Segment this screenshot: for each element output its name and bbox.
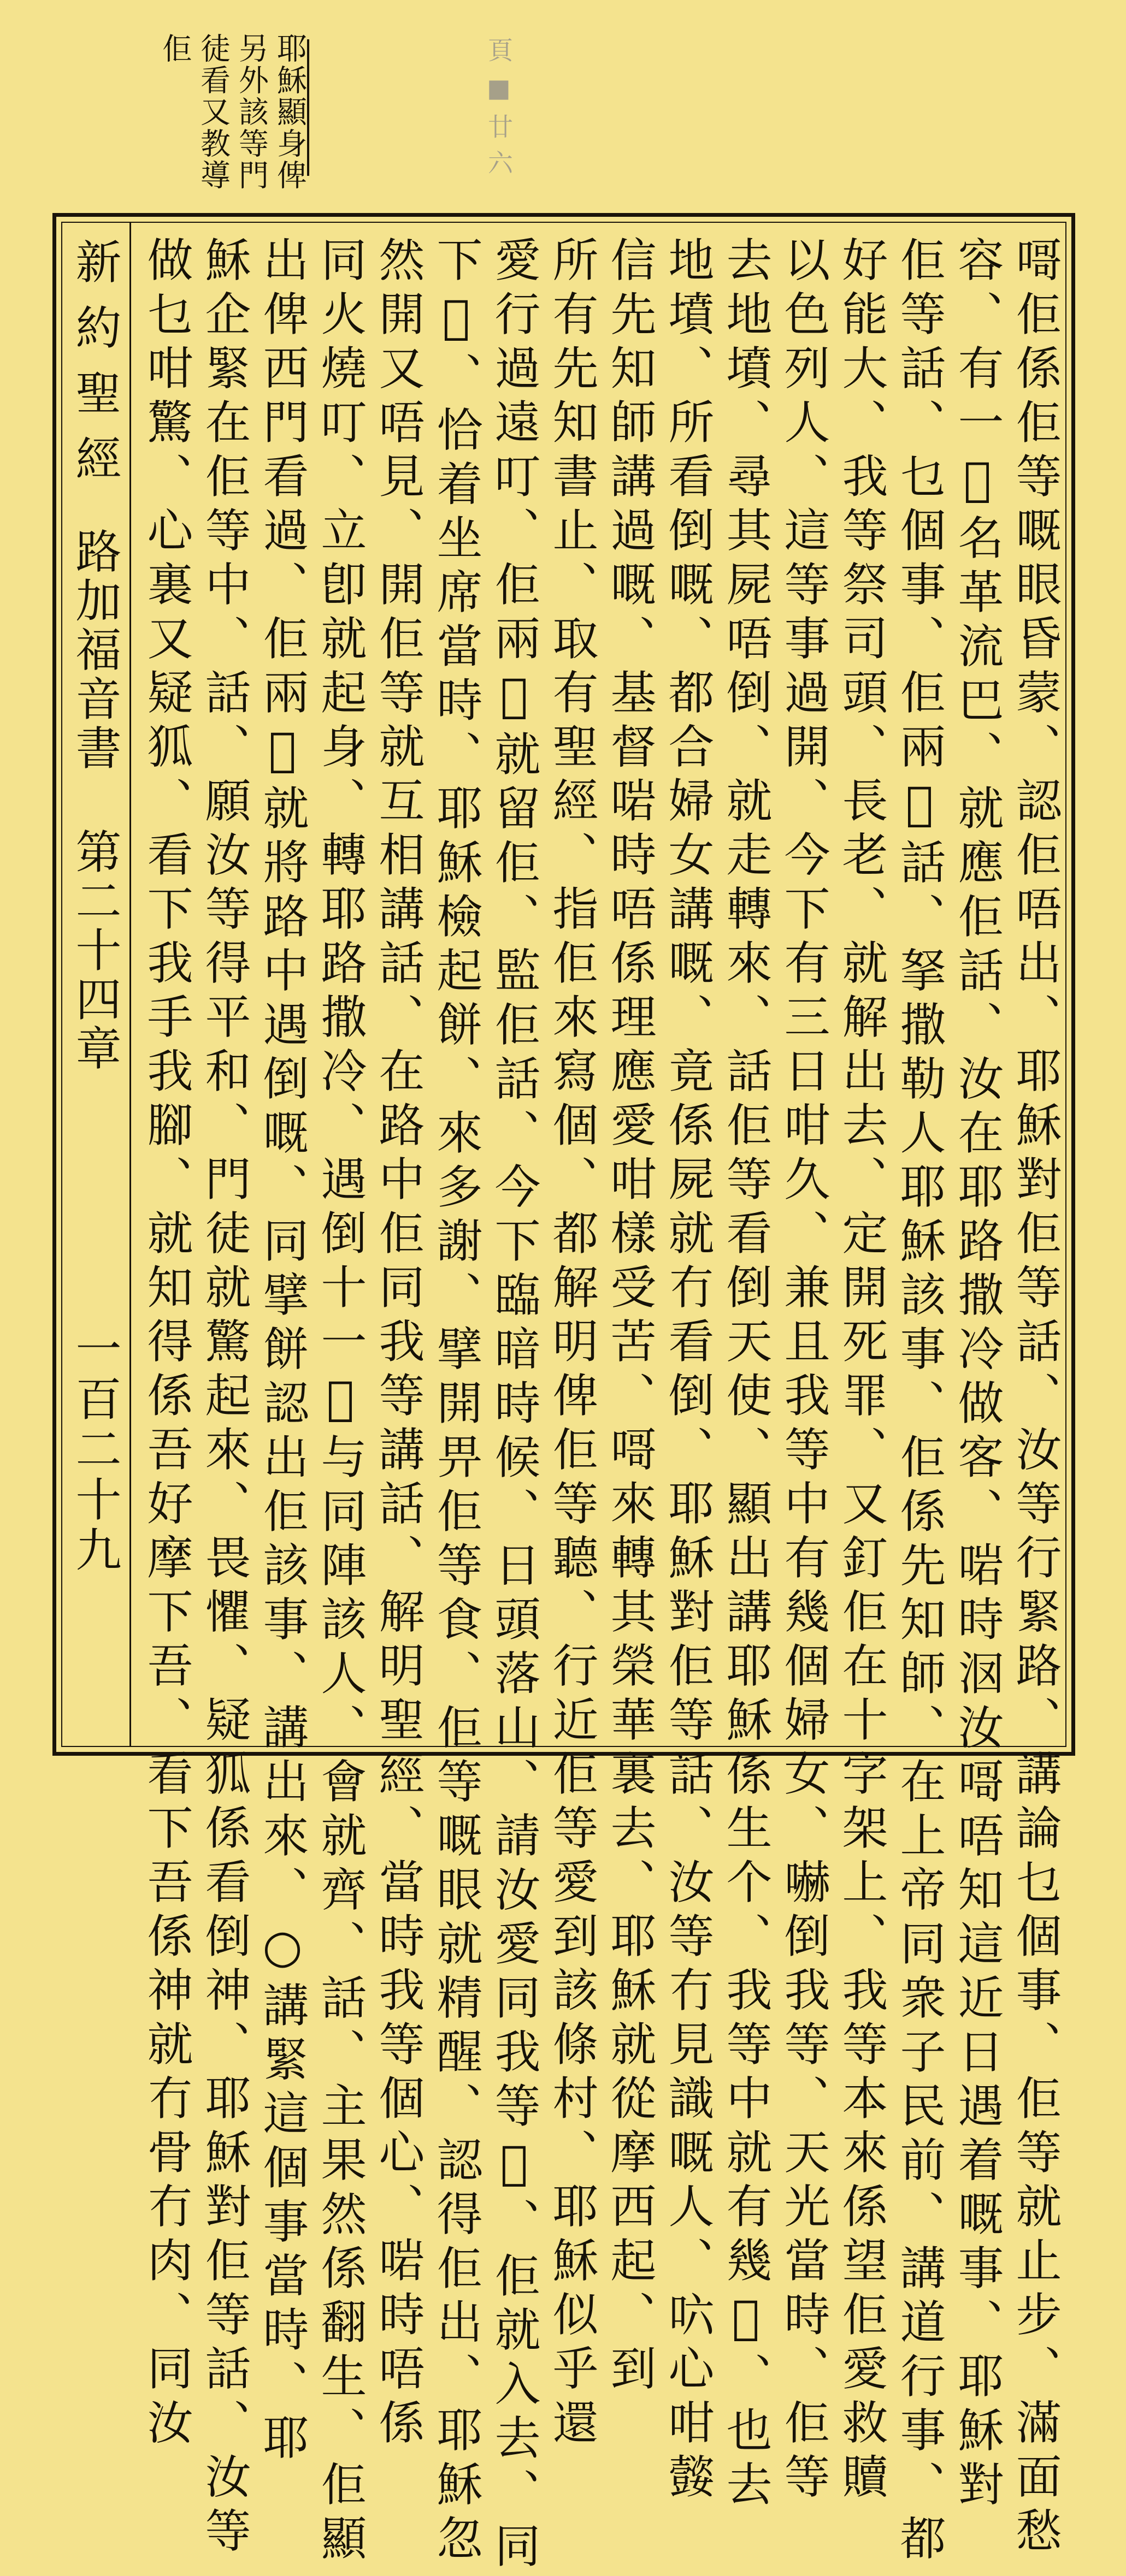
running-head: 頁■廿六 xyxy=(484,37,514,186)
text-column: 下𫝀、恰着坐席當時、耶穌檢起餅、來多謝、擘開畀佢等食、佢等嘅眼就精醒、認得佢出、耶穌忽 xyxy=(429,236,483,2568)
side-column xyxy=(61,222,131,1747)
text-column: 容、有一𠉲名革流巴、就應佢話、汝在耶路撒冷做客、啱時𣲷汝𠹭唔知這近日遇着嘅事、耶穌對 xyxy=(951,236,1004,2514)
margin-note-line: 徒看又教導 xyxy=(196,33,231,191)
margin-note-line: 耶穌顯身俾 xyxy=(272,33,307,191)
book-title: 新約聖經 xyxy=(68,238,122,500)
page-number: 一百二十九 xyxy=(68,1325,122,1576)
text-column: 以色列人、這等事過開、今下有三日咁久、兼且我等中有幾個婦女、嚇倒我等、天光當時、佢等 xyxy=(777,236,830,2507)
text-column: 然開又唔見、開佢等就互相講話、在路中佢同我等講話、解明聖經、當時我等個心、啱時唔係 xyxy=(372,236,425,2453)
text-column: 同火燒叮、立卽就起身、轉耶路撒冷、遇倒十一𠉲与同陣該人、會就齊、話、主果然係翻生、佢顯 xyxy=(314,236,367,2568)
text-column: 所有先知書止、取有聖經、指佢來寫個、都解明俾佢等聽、行近佢等愛到該條村、耶穌似乎還 xyxy=(545,236,599,2453)
text-column: 做乜咁驚、心裏又疑狐、看下我手我腳、就知得係吾好摩下吾、看下吾係神就冇骨冇肉、同汝 xyxy=(140,236,193,2453)
text-body xyxy=(131,222,1066,2576)
text-column: 出俾西門看過、佢兩𠉲就將路中遇倒嘅、同擘餅認出佢該事、講出來、○講緊這個事當時、耶 xyxy=(256,236,309,2468)
chapter-label: 第二十四章 xyxy=(68,828,122,1074)
text-column: 去地墳、尋其屍唔倒、就走轉來、話佢等看倒天使、顯出講耶穌係生个、我等中就有幾𠉲、也去 xyxy=(719,236,773,2514)
margin-note-line: 另外該等門 xyxy=(234,33,269,191)
text-column: 信先知師講過嘅、基督啱時唔係理應愛咁樣受苦、𠹭來轉其榮華裏去、耶穌就從摩西起、到 xyxy=(603,236,657,2399)
text-column: 穌企緊在佢等中、話、願汝等得平和、門徒就驚起來、畏懼、疑狐係看倒神、耶穌對佢等話、汝等 xyxy=(198,236,251,2561)
text-column: 地墳、所看倒嘅、都合婦女講嘅、竟係屍就冇看倒、耶穌對佢等話、汝等冇見識嘅人、𠯿心咁𡤜 xyxy=(661,236,715,2507)
margin-note-line: 佢 xyxy=(157,33,192,64)
text-column: 好能大、我等祭司頭、長老、就解出去、定開死罪、又釘佢在十字架上、我等本來係望佢愛救贖 xyxy=(835,236,888,2507)
text-column: 佢等話、乜個事、佢兩𠉲話、拏撒勒人耶穌該事、佢係先知師、在上帝同衆子民前、講道行事、都 xyxy=(893,236,946,2568)
gospel-name: 路加福音書 xyxy=(68,528,122,773)
margin-note-rule xyxy=(307,39,309,176)
margin-note xyxy=(158,33,306,208)
text-column: 𠹭佢係佢等嘅眼昏蒙、認佢唔出、耶穌對佢等話、汝等行緊路、講論乜個事、佢等就止步、滿面愁 xyxy=(1009,236,1062,2561)
text-column: 愛行過遠叮、佢兩𠉲就留佢、監佢話、今下臨暗時候、日頭落山、請汝愛同我等𫝀、佢就入去、同 xyxy=(487,236,541,2576)
